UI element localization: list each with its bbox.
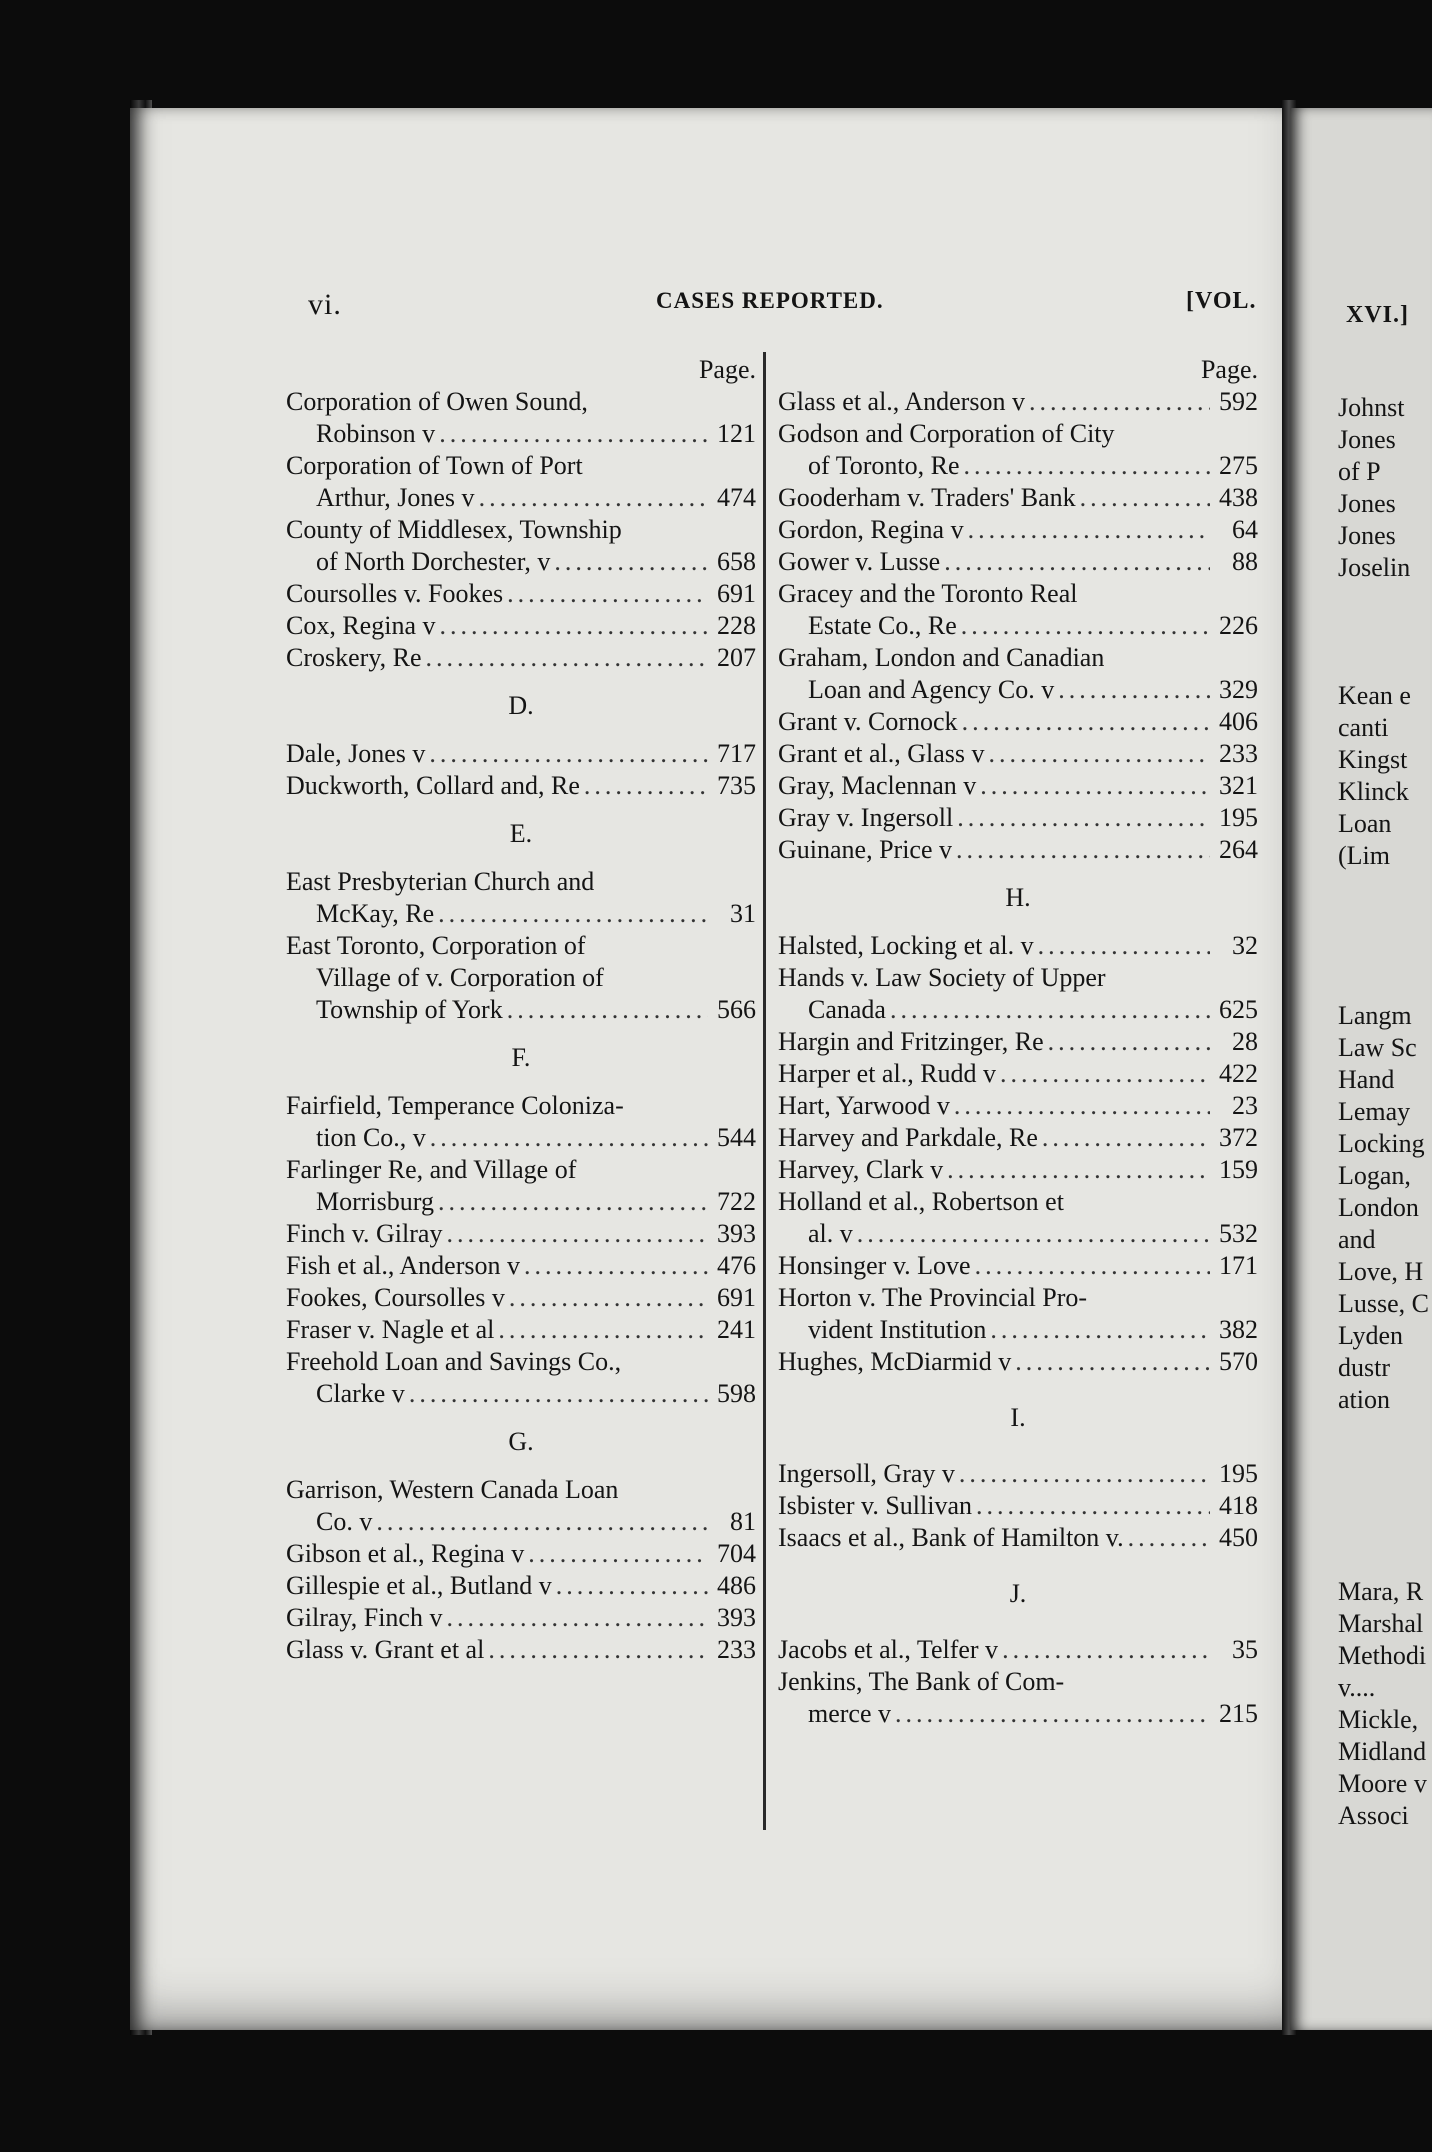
leader-dots [426,642,708,674]
entry-text: Garrison, Western Canada Loan [286,1475,619,1504]
page-reference: 735 [717,771,756,800]
entry-text: Arthur, Jones v [316,483,475,512]
facing-page-fragments [1338,392,1432,1832]
entry-text: al. v [808,1219,853,1248]
page-reference: 195 [1219,1459,1258,1488]
page-reference: 226 [1219,611,1258,640]
leader-dots [947,1154,1210,1186]
index-entry [778,1090,1258,1122]
entry-text: Glass v. Grant et al [286,1635,485,1664]
page-reference: 233 [1219,739,1258,768]
entry-text: McKay, Re [316,899,435,928]
entry-text: Hargin and Fritzinger, Re [778,1027,1044,1056]
entry-text: Canada [808,995,886,1024]
page-reference: 570 [1219,1347,1258,1376]
index-entry [778,706,1258,738]
entry-text: County of Middlesex, Township [286,515,622,544]
left-index-column [286,354,756,1666]
index-entry [778,770,1258,802]
index-entry [778,1250,1258,1282]
facing-page-fragment: Mickle, [1338,1705,1419,1734]
index-entry [286,1474,756,1538]
entry-text: Corporation of Owen Sound, [286,387,588,416]
leader-dots [488,1634,708,1666]
facing-page-fragment: dustr [1338,1353,1390,1382]
page-reference: 625 [1219,995,1258,1024]
entry-text: Estate Co., Re [808,611,957,640]
page-reference: 486 [717,1571,756,1600]
entry-text: of Toronto, Re [808,451,960,480]
entry-text: Fookes, Coursolles v [286,1283,505,1312]
page-reference: 722 [717,1187,756,1216]
entry-text: Horton v. The Provincial Pro- [778,1283,1088,1312]
index-entry [778,418,1258,482]
entry-text: Freehold Loan and Savings Co., [286,1347,622,1376]
facing-page-fragment: Methodi [1338,1641,1427,1670]
index-entry [286,930,756,1026]
entry-text: Gordon, Regina v [778,515,964,544]
entry-text: Gracey and the Toronto Real [778,579,1078,608]
entry-text: Gillespie et al., Butland v [286,1571,552,1600]
facing-page-fragment [1338,1512,1432,1544]
facing-page-fragment: Law Sc [1338,1033,1417,1062]
leader-dots [1128,1522,1210,1554]
index-entry [778,1634,1258,1666]
leader-dots [890,994,1210,1026]
leader-dots [975,1250,1210,1282]
index-entry [778,1282,1258,1346]
column-divider [763,352,766,1830]
page-reference: 691 [717,579,756,608]
left-entries [286,386,756,1666]
index-entry [778,1026,1258,1058]
facing-page-fragment: Locking [1338,1129,1425,1158]
leader-dots [1038,930,1210,962]
entry-text: vident Institution [808,1315,987,1344]
entry-text: Robinson v [316,419,436,448]
index-entry [286,450,756,514]
entry-text: Corporation of Town of Port [286,451,583,480]
facing-page-fragment: Marshal [1338,1609,1424,1638]
entry-text: Ingersoll, Gray v [778,1459,955,1488]
section-letter: G. [508,1427,534,1456]
index-entry [286,1346,756,1410]
facing-page-fragment: Lyden [1338,1321,1403,1350]
leader-dots [954,1090,1210,1122]
entry-text: Loan and Agency Co. v [808,675,1055,704]
index-entry [778,802,1258,834]
entry-text: Godson and Corporation of City [778,419,1115,448]
page-reference: 418 [1219,1491,1258,1520]
page-reference: 31 [730,899,756,928]
facing-page-fragment: Mara, R [1338,1577,1424,1606]
entry-text: Gray v. Ingersoll [778,803,954,832]
entry-text: Cox, Regina v [286,611,436,640]
index-entry [286,866,756,930]
index-entry [286,578,756,610]
leader-dots [438,898,708,930]
facing-page-fragment: Lusse, C [1338,1289,1429,1318]
facing-page-fragment: Love, H [1338,1257,1424,1286]
entry-text: Hart, Yarwood v [778,1091,950,1120]
leader-dots [524,1250,708,1282]
facing-page-fragment: Loan [1338,809,1392,838]
entry-text: Farlinger Re, and Village of [286,1155,577,1184]
leader-dots [507,994,708,1026]
entry-text: of North Dorchester, v [316,547,551,576]
page-reference: 241 [717,1315,756,1344]
facing-page-fragment: Jones [1338,521,1396,550]
leader-dots [959,1458,1210,1490]
right-entries [778,386,1258,1730]
index-entry [778,546,1258,578]
facing-page-fragment: Langm [1338,1001,1412,1030]
index-entry [778,1058,1258,1090]
entry-text: Harper et al., Rudd v [778,1059,997,1088]
facing-page-fragment: Klinck [1338,777,1409,806]
index-entry [286,1538,756,1570]
index-entry [778,578,1258,642]
facing-page-fragment: Kean e [1338,681,1411,710]
index-entry [778,482,1258,514]
index-entry [778,1522,1258,1554]
section-letter: E. [509,819,533,848]
section-letter: H. [1005,883,1031,912]
index-entry [286,1154,756,1218]
entry-text: Gray, Maclennan v [778,771,977,800]
facing-page-fragment: (Lim [1338,841,1390,870]
section-letter: D. [508,691,534,720]
entry-text: Gower v. Lusse [778,547,941,576]
facing-page-fragment: Hand [1338,1065,1395,1094]
page-reference: 438 [1219,483,1258,512]
facing-page-fragment [1338,648,1432,680]
index-entry [778,1186,1258,1250]
leader-dots [968,514,1210,546]
entry-text: Fairfield, Temperance Coloniza- [286,1091,624,1120]
page-reference: 64 [1232,515,1258,544]
entry-text: Isaacs et al., Bank of Hamilton v. [778,1523,1124,1552]
leader-dots [895,1698,1210,1730]
facing-page-fragment: London [1338,1193,1419,1222]
leader-dots [556,1570,708,1602]
entry-text: Harvey, Clark v [778,1155,944,1184]
entry-text: Morrisburg [316,1187,434,1216]
index-entry [286,1570,756,1602]
index-entry [778,1458,1258,1490]
leader-dots [554,546,708,578]
entry-text: Halsted, Locking et al. v [778,931,1034,960]
index-entry [778,386,1258,418]
facing-page-fragment [1338,1416,1432,1448]
page-reference: 592 [1219,387,1258,416]
index-entry [286,610,756,642]
facing-page-fragment [1338,904,1432,936]
index-entry [286,738,756,770]
volume-marker: [VOL. [1186,288,1257,314]
index-entry [778,1490,1258,1522]
page-reference: 532 [1219,1219,1258,1248]
page-reference: 159 [1219,1155,1258,1184]
entry-text: Harvey and Parkdale, Re [778,1123,1038,1152]
section-letter: J. [1009,1579,1027,1608]
leader-dots [438,1186,708,1218]
leader-dots [1080,482,1210,514]
entry-text: Grant v. Cornock [778,707,958,736]
page-number: vi. [308,288,342,321]
leader-dots [990,1314,1210,1346]
entry-text: Honsinger v. Love [778,1251,971,1280]
page-reference: 23 [1232,1091,1258,1120]
entry-text: Croskery, Re [286,643,422,672]
page-reference: 474 [717,483,756,512]
page-reference: 215 [1219,1699,1258,1728]
facing-page-fragment [1338,1448,1432,1480]
index-entry [778,1666,1258,1730]
page-reference: 704 [717,1539,756,1568]
entry-text: Gibson et al., Regina v [286,1539,525,1568]
entry-text: Duckworth, Collard and, Re [286,771,580,800]
index-entry [778,514,1258,546]
page-reference: 35 [1232,1635,1258,1664]
entry-text: Grant et al., Glass v [778,739,985,768]
leader-dots [430,1122,708,1154]
leader-dots [1058,674,1210,706]
page-reference: 28 [1232,1027,1258,1056]
index-entry [286,1090,756,1154]
entry-text: Holland et al., Robertson et [778,1187,1064,1216]
leader-dots [976,1490,1210,1522]
entry-text: Isbister v. Sullivan [778,1491,973,1520]
leader-dots [584,770,708,802]
leader-dots [479,482,708,514]
facing-page-fragment: Johnst [1338,393,1405,422]
entry-text: Co. v [316,1507,373,1536]
facing-page-fragment [1338,1480,1432,1512]
section-letter: I. [1010,1403,1026,1432]
page-reference: 264 [1219,835,1258,864]
leader-dots [944,546,1210,578]
page-reference: 406 [1219,707,1258,736]
page-reference: 598 [717,1379,756,1408]
page-reference: 329 [1219,675,1258,704]
leader-dots [429,738,708,770]
entry-text: Dale, Jones v [286,739,426,768]
index-entry [286,1218,756,1250]
entry-text: Finch v. Gilray [286,1219,443,1248]
entry-text: Guinane, Price v [778,835,953,864]
index-entry [778,962,1258,1026]
entry-text: Gilray, Finch v [286,1603,443,1632]
index-entry [286,642,756,674]
leader-dots [528,1538,708,1570]
leader-dots [964,450,1210,482]
page-reference: 382 [1219,1315,1258,1344]
entry-text: Township of York [316,995,503,1024]
page-reference: 422 [1219,1059,1258,1088]
facing-volume-marker: XVI.] [1346,302,1409,328]
facing-page-fragment: Joselin [1338,553,1411,582]
entry-text: tion Co., v [316,1123,426,1152]
leader-dots [376,1506,708,1538]
leader-dots [440,610,709,642]
page-reference: 691 [717,1283,756,1312]
entry-text: Hands v. Law Society of Upper [778,963,1106,992]
page-reference: 717 [717,739,756,768]
leader-dots [1048,1026,1210,1058]
index-entry [778,642,1258,706]
right-index-column [778,354,1258,1730]
facing-page-fragment: Moore v [1338,1769,1427,1798]
index-entry [778,834,1258,866]
facing-page-fragment: Jones [1338,425,1396,454]
facing-page-fragment: Associ [1338,1801,1409,1830]
index-entry [286,1634,756,1666]
leader-dots [509,1282,708,1314]
page-reference: 544 [717,1123,756,1152]
page-reference: 32 [1232,931,1258,960]
leader-dots [857,1218,1210,1250]
leader-dots [498,1314,708,1346]
entry-text: Jacobs et al., Telfer v [778,1635,999,1664]
page-reference: 207 [717,643,756,672]
page-reference: 171 [1219,1251,1258,1280]
entry-text: merce v [808,1699,892,1728]
page-reference: 393 [717,1603,756,1632]
leader-dots [980,770,1210,802]
page-reference: 121 [717,419,756,448]
index-entry [286,1314,756,1346]
page-column-label: Page. [698,355,756,384]
running-title: CASES REPORTED. [656,288,884,313]
entry-text: Hughes, McDiarmid v [778,1347,1012,1376]
facing-page-fragment: and [1338,1225,1376,1254]
entry-text: Clarke v [316,1379,405,1408]
entry-text: East Toronto, Corporation of [286,931,586,960]
leader-dots [446,1602,708,1634]
index-entry [286,386,756,450]
leader-dots [1015,1346,1210,1378]
entry-text: Jenkins, The Bank of Com- [778,1667,1065,1696]
page-reference: 233 [717,1635,756,1664]
leader-dots [962,706,1210,738]
leader-dots [1029,386,1210,418]
leader-dots [409,1378,708,1410]
leader-dots [446,1218,708,1250]
facing-page-fragment: Jones [1338,489,1396,518]
entry-text: East Presbyterian Church and [286,867,595,896]
leader-dots [1042,1122,1210,1154]
page-reference: 476 [717,1251,756,1280]
index-entry [778,1154,1258,1186]
index-entry [286,514,756,578]
facing-page-fragment [1338,616,1432,648]
leader-dots [507,578,708,610]
page-reference: 228 [717,611,756,640]
page-reference: 372 [1219,1123,1258,1152]
entry-text: Coursolles v. Fookes [286,579,504,608]
facing-page-fragment: v.... [1338,1673,1376,1702]
page-reference: 450 [1219,1523,1258,1552]
entry-text: Fraser v. Nagle et al [286,1315,495,1344]
index-entry [286,1250,756,1282]
section-letter: F. [511,1043,531,1072]
index-entry [286,1282,756,1314]
leader-dots [957,802,1210,834]
facing-page-fragment: Kingst [1338,745,1408,774]
entry-text: Fish et al., Anderson v [286,1251,520,1280]
facing-page-fragment: Logan, [1338,1161,1411,1190]
facing-page-fragment [1338,584,1432,616]
page-reference: 393 [717,1219,756,1248]
facing-page-fragment [1338,968,1432,1000]
page-reference: 658 [717,547,756,576]
entry-text: Gooderham v. Traders' Bank [778,483,1076,512]
leader-dots [956,834,1210,866]
facing-page-fragment: Midland [1338,1737,1427,1766]
leader-dots [961,610,1210,642]
facing-page-fragment: Lemay [1338,1097,1411,1126]
page-reference: 195 [1219,803,1258,832]
facing-page-fragment: of P [1338,457,1381,486]
facing-page-fragment: ation [1338,1385,1390,1414]
facing-page-fragment [1338,1544,1432,1576]
leader-dots [439,418,708,450]
page-reference: 81 [730,1507,756,1536]
page-reference: 275 [1219,451,1258,480]
leader-dots [989,738,1210,770]
index-entry [778,1122,1258,1154]
index-entry [286,770,756,802]
page-column-label: Page. [1200,355,1258,384]
entry-text: Village of v. Corporation of [316,963,604,992]
index-entry [778,930,1258,962]
page-reference: 88 [1232,547,1258,576]
leader-dots [1002,1634,1210,1666]
page-reference: 566 [717,995,756,1024]
entry-text: Glass et al., Anderson v [778,387,1025,416]
leader-dots [1000,1058,1210,1090]
index-entry [286,1602,756,1634]
page-reference: 321 [1219,771,1258,800]
facing-page-fragment [1338,872,1432,904]
entry-text: Graham, London and Canadian [778,643,1105,672]
index-entry [778,1346,1258,1378]
facing-page-fragment [1338,936,1432,968]
index-entry [778,738,1258,770]
facing-page-fragment: canti [1338,713,1389,742]
